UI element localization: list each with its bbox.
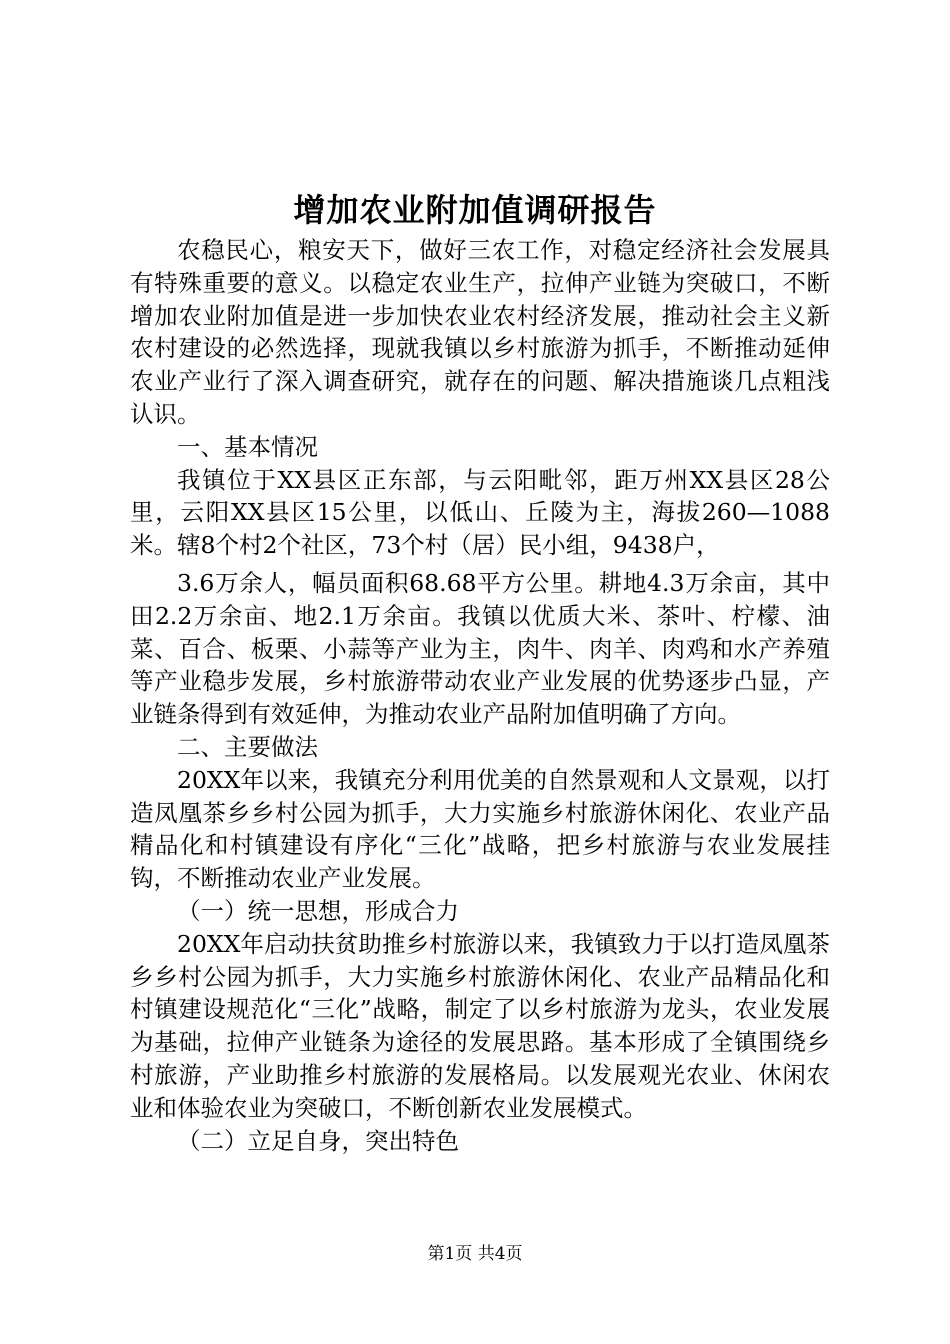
basic-situation-paragraph: 我镇位于XX县区正东部，与云阳毗邻，距万州XX县区28公里，云阳XX县区15公里，以低山、丘陵为主，海拔260—1088米。辖8个村2个社区，73个村（居）民小组，9438户， [130, 465, 830, 560]
section-heading-basic-situation: 一、基本情况 [177, 432, 318, 461]
unify-thinking-paragraph: 20XX年启动扶贫助推乡村旅游以来，我镇致力于以打造凤凰茶乡乡村公园为抓手，大力实施乡村旅游休闲化、农业产品精品化和村镇建设规范化“三化”战略，制定了以乡村旅游为龙头，农业发展为基础，拉伸产业链条为途径的发展思路。基本形成了全镇围绕乡村旅游，产业助推乡村旅游的发展格局。以发展观光农业、休闲农业和体验农业为突破口，不断创新农业发展模式。 [130, 929, 830, 1122]
body-block-bottom [130, 567, 830, 1157]
document-title: 增加农业附加值调研报告 [293, 191, 657, 229]
main-practices-paragraph: 20XX年以来，我镇充分利用优美的自然景观和人文景观，以打造凤凰茶乡乡村公园为抓手，大力实施乡村旅游休闲化、农业产品精品化和村镇建设有序化“三化”战略，把乡村旅游与农业发展挂钩，不断推动农业产业发展。 [130, 765, 830, 893]
page-footer: 第1页 共4页 [427, 1244, 523, 1264]
body-block-top [130, 234, 830, 562]
intro-paragraph: 农稳民心，粮安天下，做好三农工作，对稳定经济社会发展具有特殊重要的意义。以稳定农业生产，拉伸产业链为突破口，不断增加农业附加值是进一步加快农业农村经济发展，推动社会主义新农村建设的必然选择，现就我镇以乡村旅游为抓手，不断推动延伸农业产业行了深入调查研究，就存在的问题、解决措施谈几点粗浅认识。 [130, 236, 830, 428]
population-paragraph: 3.6万余人，幅员面积68.68平方公里。耕地4.3万余亩，其中田2.2万余亩、地2.1万余亩。我镇以优质大米、茶叶、柠檬、油菜、百合、板栗、小蒜等产业为主，肉牛、肉羊、肉鸡和水产养殖等产业稳步发展，乡村旅游带动农业产业发展的优势逐步凸显，产业链条得到有效延伸，为推动农业产品附加值明确了方向。 [130, 569, 830, 729]
subheading-unify-thinking: （一）统一思想，形成合力 [177, 896, 459, 925]
section-heading-main-practices: 二、主要做法 [177, 732, 318, 761]
subheading-local-features: （二）立足自身，突出特色 [177, 1126, 459, 1155]
